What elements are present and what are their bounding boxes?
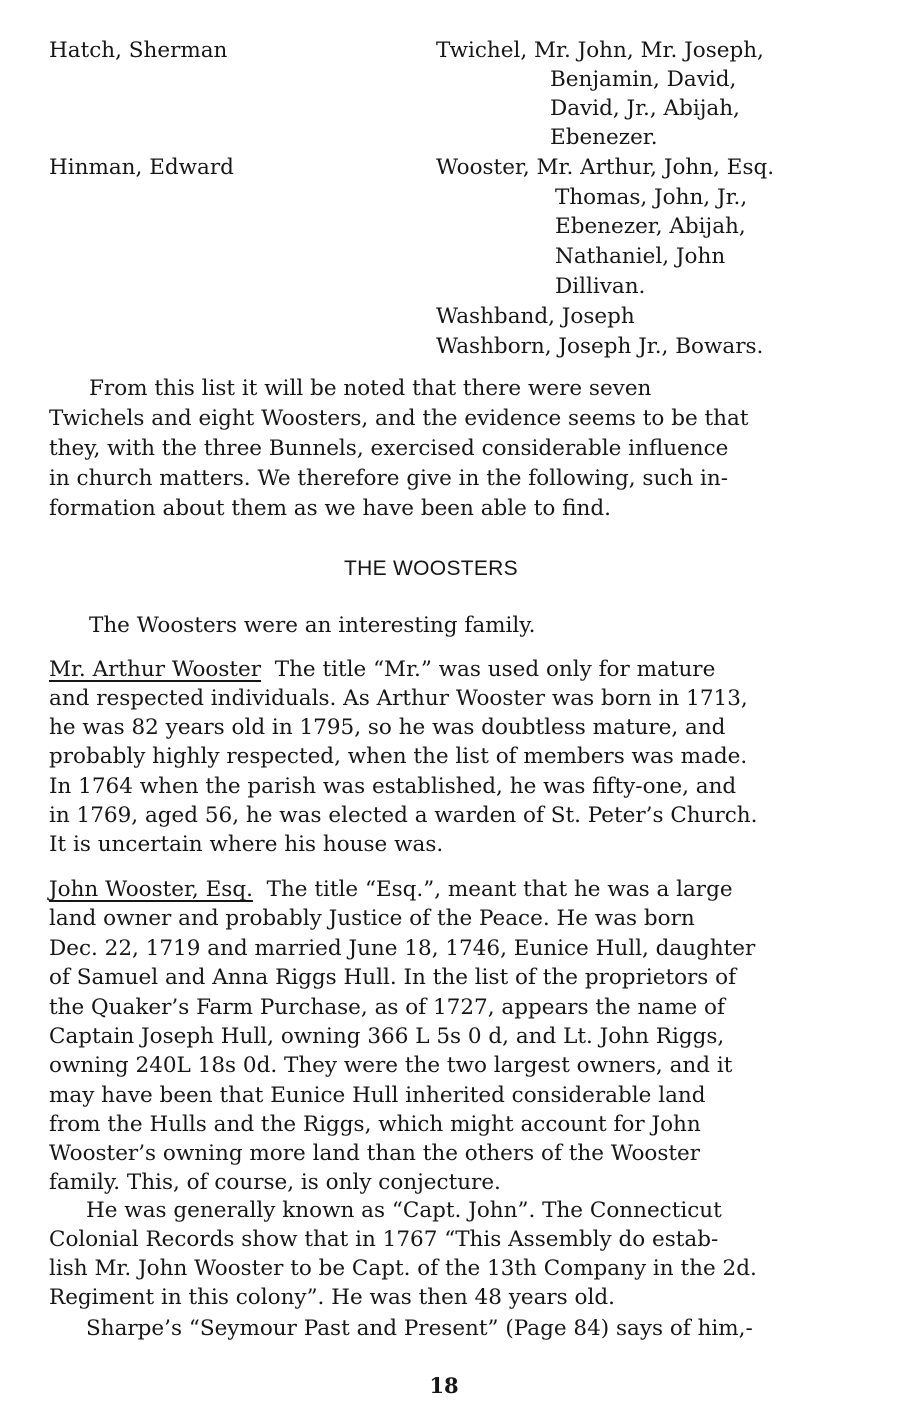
john-entry-line: from the Hulls and the Riggs, which might account for John: [49, 1112, 701, 1137]
intro-paragraph-line: From this list it will be noted that there were seven: [89, 376, 652, 401]
intro-paragraph-line: in church matters. We therefore give in the following, such in-: [49, 466, 729, 491]
roster-name-hinman: Hinman, Edward: [49, 155, 234, 180]
arthur-name: Mr. Arthur Wooster: [49, 657, 262, 682]
intro-paragraph-line: formation about them as we have been able to find.: [49, 496, 611, 521]
arthur-entry-line: In 1764 when the parish was established, he was fifty-one, and: [49, 774, 737, 799]
roster-washband: Washband, Joseph: [436, 304, 635, 329]
roster-twichel-line: Ebenezer.: [550, 125, 658, 150]
john-first-line-text: The title “Esq.”, meant that he was a large: [266, 877, 733, 902]
john-name: John Wooster, Esq.: [49, 877, 253, 902]
arthur-first-line-text: The title “Mr.” was used only for mature: [274, 657, 716, 682]
page-number: 18: [429, 1373, 459, 1398]
john-entry-line: may have been that Eunice Hull inherited considerable land: [49, 1083, 706, 1108]
arthur-entry-line: and respected individuals. As Arthur Wooster was born in 1713,: [49, 686, 748, 711]
capt-john-line: He was generally known as “Capt. John”. The Connecticut: [86, 1198, 722, 1223]
section-heading: THE WOOSTERS: [344, 557, 518, 580]
roster-wooster-line: Ebenezer, Abijah,: [555, 214, 746, 239]
roster-name-hatch: Hatch, Sherman: [49, 38, 228, 63]
intro-paragraph-line: Twichels and eight Woosters, and the evidence seems to be that: [49, 406, 749, 431]
arthur-entry-line: It is uncertain where his house was.: [49, 832, 444, 857]
capt-john-line: Regiment in this colony”. He was then 48 years old.: [49, 1285, 615, 1310]
roster-twichel-line: David, Jr., Abijah,: [550, 96, 740, 121]
john-entry-line: of Samuel and Anna Riggs Hull. In the list of the proprietors of: [49, 965, 737, 990]
capt-john-line: Colonial Records show that in 1767 “This Assembly do estab-: [49, 1227, 719, 1252]
section-intro: The Woosters were an interesting family.: [89, 613, 536, 638]
john-entry-first-line: [49, 879, 733, 901]
john-entry-line: the Quaker’s Farm Purchase, as of 1727, appears the name of: [49, 995, 725, 1020]
arthur-entry-line: probably highly respected, when the list of members was made.: [49, 744, 748, 769]
capt-john-line: lish Mr. John Wooster to be Capt. of the 13th Company in the 2d.: [49, 1256, 757, 1281]
arthur-entry-line: in 1769, aged 56, he was elected a warden of St. Peter’s Church.: [49, 803, 758, 828]
john-entry-line: Captain Joseph Hull, owning 366 L 5s 0 d, and Lt. John Riggs,: [49, 1024, 725, 1049]
roster-twichel-line: Benjamin, David,: [550, 67, 737, 92]
john-entry-line: owning 240L 18s 0d. They were the two largest owners, and it: [49, 1053, 733, 1078]
sharpe-quote-line: Sharpe’s “Seymour Past and Present” (Page 84) says of him,-: [86, 1316, 753, 1341]
john-entry-line: family. This, of course, is only conjecture.: [49, 1170, 501, 1195]
roster-washborn: Washborn, Joseph Jr., Bowars.: [436, 334, 764, 359]
roster-wooster-line: Dillivan.: [555, 274, 646, 299]
arthur-entry-line: he was 82 years old in 1795, so he was doubtless mature, and: [49, 715, 726, 740]
roster-wooster-line: Wooster, Mr. Arthur, John, Esq.: [436, 155, 775, 180]
roster-twichel-line: Twichel, Mr. John, Mr. Joseph,: [436, 38, 764, 63]
john-entry-line: Dec. 22, 1719 and married June 18, 1746, Eunice Hull, daughter: [49, 936, 756, 961]
intro-paragraph-line: they, with the three Bunnels, exercised considerable influence: [49, 436, 729, 461]
roster-wooster-line: Thomas, John, Jr.,: [555, 185, 748, 210]
john-entry-line: Wooster’s owning more land than the others of the Wooster: [49, 1141, 701, 1166]
john-entry-line: land owner and probably Justice of the Peace. He was born: [49, 906, 695, 931]
roster-wooster-line: Nathaniel, John: [555, 244, 726, 269]
arthur-entry-first-line: [49, 659, 715, 681]
